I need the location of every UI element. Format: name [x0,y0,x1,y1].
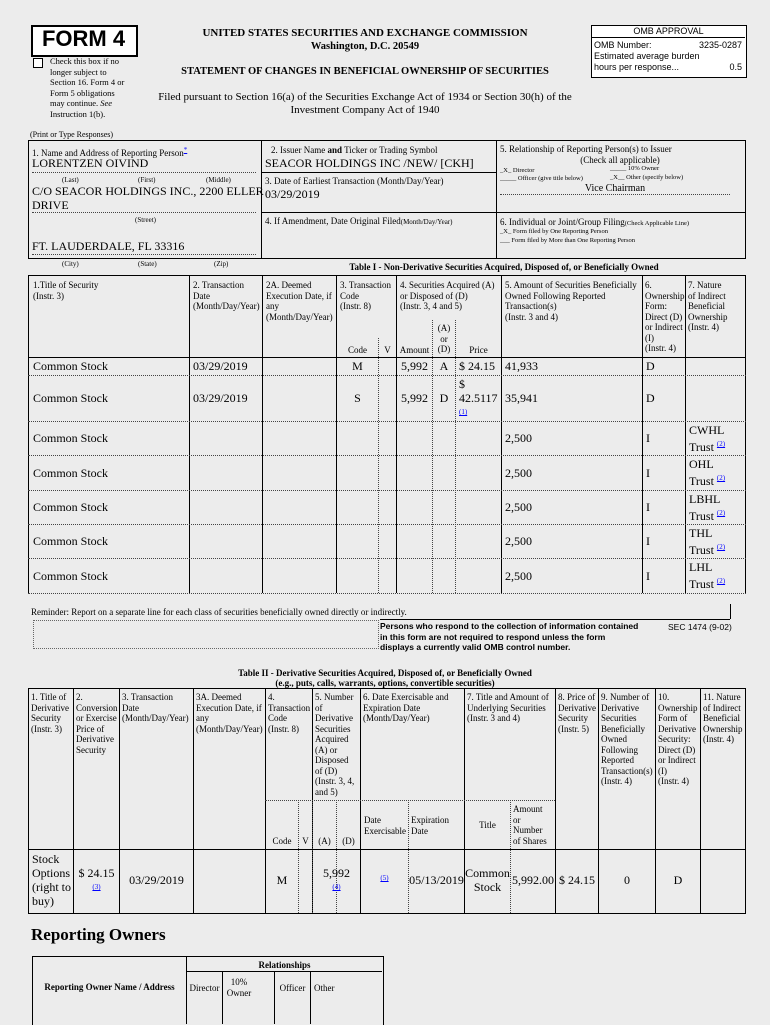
t1-row-owned: 41,933 [505,359,538,373]
t2-h10: 10. Ownership Form of Derivative Security: Direct (D) or Indirect (I) (Instr. 4) [658,692,698,786]
t1-sub-v: V [384,345,391,355]
t2-h1: 1. Title of Derivative Security (Instr. 3) [31,692,69,734]
t2-row-price: $ 24.15 [559,873,595,887]
t1-row-title: Common Stock [33,500,109,514]
omb-number-label: OMB Number: [594,40,652,50]
t1-h1: 1.Title of Security (Instr. 3) [33,280,99,301]
t1-sub-price: Price [469,345,488,355]
omb-number-value: 3235-0287 [698,40,742,50]
t1-row-date: 03/29/2019 [193,359,248,373]
t1-h7: 7. Nature of Indirect Beneficial Ownership (Instr. 4) [688,280,728,332]
filed-pursuant-line1: Filed pursuant to Section 16(a) of the Securities Exchange Act of 1934 or Section 30(h) of the [158,91,572,103]
label-zip: (Zip) [214,260,229,268]
t1-row-nature-type: Trust $^{(2)}$ [689,543,726,557]
t1-row-ad: D [439,391,449,405]
t1-row-title: Common Stock [33,431,109,445]
omb-hours-label: hours per response... [594,62,680,72]
t1-row-nature-footnote[interactable]: (2) [716,543,726,551]
issuer-label: 2. Issuer Name and Ticker or Trading Symbol [271,145,438,155]
t2-h9: 9. Number of Derivative Securities Beneficially Owned Following Reported Transaction(s) (Instr. 4) [601,692,653,786]
t2-h3a: 3A. Deemed Execution Date, if any (Month/Day/Year) [196,692,263,734]
t2-sub-d: (D) [342,836,355,846]
print-or-type: (Print or Type Responses) [30,130,114,139]
t2-h7: 7. Title and Amount of Underlying Securities (Instr. 3 and 4) [467,692,549,723]
t2-row-expiration: 05/13/2019 [409,873,464,887]
t2-h5: 5. Number of Derivative Securities Acquired (A) or Disposed of (D) (Instr. 3, 4, and 5) [315,692,355,797]
omb-title: OMB APPROVAL [592,26,745,38]
reporting-person-street-1: C/O SEACOR HOLDINGS INC., 2200 ELLER [32,184,264,198]
label-middle: (Middle) [206,176,231,184]
t1-row-form: I [646,534,650,548]
t1-row-form: D [646,359,655,373]
t2-row-code: M [276,873,288,887]
label-last: (Last) [62,176,79,184]
t1-row-title: Common Stock [33,534,109,548]
no-longer-subject-checkbox[interactable] [33,58,43,68]
group-filing-label: 6. Individual or Joint/Group Filing(Check Applicable Line) [500,217,690,227]
t1-row-price-currency: $ [459,377,465,391]
reminder: Reminder: Report on a separate line for each class of securities beneficially owned directly or indirectly. [31,607,407,617]
earliest-transaction-label: 3. Date of Earliest Transaction (Month/Day/Year) [265,176,444,186]
t1-row-price-value: 42.5117 [459,391,498,405]
t1-row-ad: A [439,359,449,373]
t2-sub-amount: Amount or Number of Shares [513,804,547,846]
t2-sub-code: Code [272,836,292,846]
t1-h6: 6. Ownership Form: Direct (D) or Indirect (I) (Instr. 4) [645,280,685,353]
t1-sub-code: Code [348,345,367,355]
label-city: (City) [62,260,79,268]
t2-row-a: 5,992 (4) [323,866,350,891]
t2-h8: 8. Price of Derivative Security (Instr. 5) [558,692,596,734]
t2-h2: 2. Conversion or Exercise Price of Derivative Security [76,692,118,755]
t1-row-nature-type: Trust $^{(2)}$ [689,440,726,454]
other-col: Other [314,983,335,993]
t2-h3: 3. Transaction Date (Month/Day/Year) [122,692,189,723]
t2-row-date: 03/29/2019 [129,873,184,887]
t1-row-nature [689,526,745,557]
t1-row-form: D [646,391,655,405]
t1-row-nature [689,423,745,454]
t2-sub-a: (A) [318,836,331,846]
notice-blank-box [33,620,379,649]
t2-row-conversion: $ 24.15 (3) [78,866,115,891]
checkbox-instruction: Check this box if no longer subject to Section 16. Form 4 or Form 5 obligations may continue. See Instruction 1(b). [50,56,125,119]
t1-row-owned: 35,941 [505,391,538,405]
t1-row-title: Common Stock [33,568,109,583]
t1-row-nature [689,457,745,488]
t1-row-date: 03/29/2019 [193,391,248,405]
t2-h4: 4. Transaction Code (Instr. 8) [268,692,311,734]
owner-name-col: Reporting Owner Name / Address [44,982,175,992]
t2-sub-title: Title [479,820,496,830]
reporting-person-city: FT. LAUDERDALE, FL 33316 [32,239,185,253]
t1-row-code: S [354,391,361,405]
relationship-10pct[interactable]: _____ 10% Owner [610,165,660,172]
t1-row-form: I [646,465,650,480]
t1-row-owned: 2,500 [505,568,532,583]
t1-row-title: Common Stock [33,465,109,480]
t1-row-nature-type: Trust $^{(2)}$ [689,577,726,591]
label-first: (First) [138,176,156,184]
t1-row-owned: 2,500 [505,500,532,514]
t2-row-owned: 0 [624,873,630,887]
table2-subtitle: (e.g., puts, calls, warrants, options, convertible securities) [275,678,495,688]
t1-h5: 5. Amount of Securities Beneficially Owned Following Reported Transaction(s) (Instr. 3 and 4) [505,280,637,322]
t1-row-nature-name: CWHL [689,423,725,437]
t1-row-owned: 2,500 [505,534,532,548]
t1-row-amount: 5,992 [401,359,428,373]
group-filing-more[interactable]: ___ Form filed by More than One Reporting Person [500,237,636,244]
t1-row-nature [689,560,745,591]
t1-row-title: Common Stock [33,391,109,405]
t1-row-nature-name: THL [689,526,713,540]
t1-row-form: I [646,431,650,445]
table1-title: Table I - Non-Derivative Securities Acquired, Disposed of, or Beneficially Owned [349,262,659,272]
t1-row-nature-type: Trust $^{(2)}$ [689,474,726,488]
relationship-director[interactable]: _X_ Director [500,167,535,174]
t1-row-nature-footnote[interactable]: (2) [716,577,726,585]
t2-row-underlying-amount: 5,992.00 [512,873,554,887]
relationship-sub: (Check all applicable) [580,155,660,165]
t1-row-nature-name: OHL [689,457,714,471]
director-col: Director [189,983,220,993]
t2-sub-expiration: Expiration Date [411,815,449,836]
t2-h11: 11. Nature of Indirect Beneficial Ownership (Instr. 4) [703,692,743,744]
ten-pct-col: 10% Owner [226,977,252,998]
t2-row-form: D [673,873,683,887]
reporting-owners-heading: Reporting Owners [31,925,166,944]
t1-row-owned: 2,500 [505,465,532,480]
t1-row-price: $ 24.15 [459,359,495,373]
t1-h2: 2. Transaction Date (Month/Day/Year) [193,280,260,311]
omb-hours-value: 0.5 [729,62,742,72]
relationships-label: Relationships [258,960,311,970]
t1-row-nature-type: Trust $^{(2)}$ [689,509,726,523]
relationship-officer[interactable]: _____ Officer (give title below) [500,175,583,182]
t1-sub-amount: Amount [399,345,430,355]
table2-title: Table II - Derivative Securities Acquired, Disposed of, or Beneficially Owned [238,668,532,678]
t1-row-amount: 5,992 [401,391,428,405]
agency-location: Washington, D.C. 20549 [310,41,420,52]
relationship-label: 5. Relationship of Reporting Person(s) to Issuer [500,144,672,154]
t1-row-owned: 2,500 [505,431,532,445]
form-title: FORM 4 [41,26,126,51]
relationship-other[interactable]: _X__ Other (specify below) [610,174,684,181]
label-street: (Street) [135,216,156,224]
t1-h2a: 2A. Deemed Execution Date, if any (Month/Day/Year) [266,280,333,322]
t2-row-title: Stock Options (right to buy) [32,852,71,908]
t1-row-nature-name: LHL [689,560,713,574]
officer-col: Officer [279,983,306,993]
issuer-value: SEACOR HOLDINGS INC /NEW/ [CKH] [265,156,474,170]
t1-sub-ad: (A) or (D) [437,323,451,354]
amendment-label: 4. If Amendment, Date Original Filed(Month/Day/Year) [265,216,453,226]
t2-row-exercisable-fn[interactable]: (5) [380,874,389,882]
t2-h6: 6. Date Exercisable and Expiration Date (Month/Day/Year) [363,692,449,723]
relationship-title: Vice Chairman [584,183,646,194]
t2-sub-exercisable: Date Exercisable [364,815,406,836]
group-filing-one[interactable]: _X_ Form filed by One Reporting Person [500,228,608,235]
t2-sub-v: V [302,836,309,846]
reporting-person-label: 1. Name and Address of Reporting Person* [32,146,188,158]
earliest-transaction-date: 03/29/2019 [265,187,320,201]
t1-row-nature [689,492,745,523]
t1-row-price-footnote[interactable]: (1) [459,408,468,416]
t1-row-nature-footnote[interactable]: (2) [716,440,726,448]
agency-name: UNITED STATES SECURITIES AND EXCHANGE COMMISSION [202,27,528,39]
label-state: (State) [138,260,157,268]
t2-row-underlying-title: Common Stock [465,866,510,894]
t1-row-price [459,377,501,419]
omb-burden-label: Estimated average burden [594,51,700,61]
sec-number: SEC 1474 (9-02) [668,622,732,632]
t1-row-nature-footnote[interactable]: (2) [716,474,726,482]
t1-row-code: M [352,359,363,373]
statement-title: STATEMENT OF CHANGES IN BENEFICIAL OWNERSHIP OF SECURITIES [181,66,549,77]
t1-row-form: I [646,500,650,514]
t1-row-title: Common Stock [33,359,109,373]
reporting-person-name: LORENTZEN OIVIND [32,156,149,170]
filed-pursuant-line2: Investment Company Act of 1940 [290,104,440,116]
t1-h3: 3. Transaction Code (Instr. 8) [340,280,392,311]
t1-row-nature-footnote[interactable]: (2) [716,509,726,517]
t1-row-form: I [646,568,650,583]
t1-row-nature-name: LBHL [689,492,721,506]
reporting-person-street-2: DRIVE [32,198,69,212]
omb-notice: Persons who respond to the collection of information contained in this form are not required to respond unless the form displays a currently valid OMB control number. [380,621,639,652]
t1-h4: 4. Securities Acquired (A) or Disposed of (D) (Instr. 3, 4 and 5) [400,280,495,311]
